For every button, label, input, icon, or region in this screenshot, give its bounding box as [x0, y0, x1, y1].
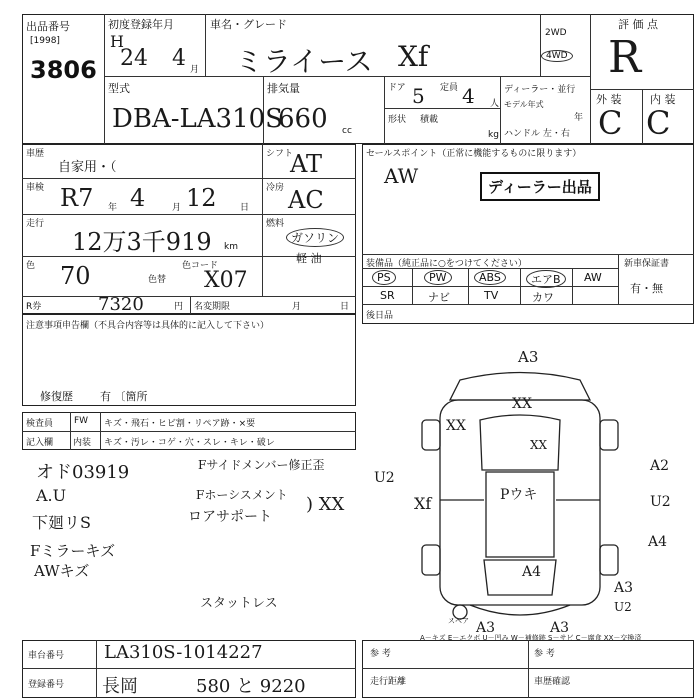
equip-abs: ABS	[474, 270, 506, 285]
mark-right-a2: A2	[650, 458, 670, 474]
note-underbody: 下廻リS	[32, 513, 91, 532]
ext-label: 外 装	[596, 93, 622, 106]
modelyear-unit: 年	[574, 113, 584, 123]
ac-value: AC	[288, 186, 324, 214]
score-value: R	[608, 32, 642, 83]
mark-right-u2: U2	[650, 494, 671, 510]
inspector-line1: キズ・飛石・ヒビ割・リペア跡・×要	[104, 419, 256, 429]
mark-roof-dent: Pウキ	[500, 487, 538, 503]
int-label: 内 装	[650, 93, 676, 106]
damage-legend: A－キズ E－エクボ U－凹み W－補修跡 S－サビ C－腐食 XX－交換済	[420, 634, 642, 642]
int-score: C	[646, 104, 671, 142]
ac-label: 冷房	[266, 183, 285, 193]
disp-unit: cc	[342, 126, 352, 136]
cap-value: 4	[462, 84, 475, 108]
mileage-value: 12万3千919	[72, 228, 212, 256]
fuel-diesel: 軽 油	[296, 252, 322, 265]
equip-sr: SR	[380, 289, 395, 302]
score-label: 評 価 点	[618, 18, 658, 31]
mark-roof-a3: A3	[518, 348, 539, 366]
reg-year: 24	[120, 46, 148, 71]
cap-unit: 人	[490, 99, 500, 109]
note-au: A.U	[36, 486, 67, 505]
recycle-unit: 円	[174, 302, 184, 312]
odo-label-2: 車歴確認	[534, 677, 571, 687]
load-label: 積載	[420, 115, 439, 125]
handle-label: ハンドル 左・右	[504, 129, 570, 139]
note-xx-mark: ) XX	[306, 494, 345, 515]
inspect-year-unit: 年	[108, 203, 118, 213]
modelyear-label: モデル年式	[504, 100, 544, 109]
shape-label: 形状	[388, 115, 407, 125]
mark-bumper-a3-left: A3	[476, 620, 496, 636]
cap-label: 定員	[440, 83, 459, 93]
color-code-label: 色コード	[182, 261, 219, 271]
mileage-label: 走行	[26, 219, 45, 229]
reg-no-place: 長岡	[102, 676, 138, 697]
equip-ps: PS	[372, 270, 396, 285]
fw-label: FW	[74, 416, 89, 426]
inspector-label: 検査員	[26, 419, 54, 429]
type-value: DBA-LA310S	[112, 104, 283, 134]
inspector-line2: キズ・汚レ・コゲ・穴・スレ・キレ・破レ	[104, 438, 275, 448]
note-mirror: Fミラーキズ	[30, 542, 116, 560]
inspect-month-unit: 月	[172, 203, 182, 213]
reg-no-value: 580 と 9220	[196, 676, 306, 697]
equip-navi: ナビ	[428, 291, 450, 304]
note-side-member: Fサイドメンバー修正歪	[198, 458, 325, 472]
equipment-label: 装備品（純正品に○をつけてください）	[366, 259, 527, 269]
mark-hood-xx: XX	[512, 396, 532, 412]
use-value: 自家用・（	[58, 160, 117, 175]
spare-label: スペア	[448, 617, 469, 625]
note-lower-support: ロアサポート	[188, 509, 272, 525]
recycle-label: R券	[26, 302, 42, 312]
warranty-value: 有・無	[630, 282, 663, 295]
equip-pw: PW	[424, 270, 452, 285]
warranty-label: 新車保証書	[624, 259, 670, 269]
inspect-day-unit: 日	[240, 203, 250, 213]
color-label: 色	[26, 261, 36, 271]
shift-label: シフト	[266, 149, 294, 159]
mileage-unit: km	[224, 242, 238, 252]
chassis-value: LA310S-1014227	[104, 642, 263, 663]
notes-label: 注意事項申告欄（不具合内容等は具体的に記入して下さい）	[26, 321, 270, 331]
interior-label: 内装	[73, 438, 92, 448]
disp-value: 660	[278, 104, 328, 134]
load-unit: kg	[488, 130, 499, 140]
equip-leather: カワ	[532, 291, 554, 304]
fuel-gasoline: ガソリン	[286, 228, 344, 247]
dealer-label: ディーラー・並行	[504, 85, 576, 95]
lot-label: 出品番号	[26, 20, 70, 33]
name-limit-day: 日	[340, 302, 350, 312]
type-label: 型式	[108, 82, 130, 95]
drive-2wd: 2WD	[545, 28, 567, 38]
lot-sub: [1998]	[30, 36, 60, 46]
odo-label-1: 走行距離	[370, 677, 407, 687]
chassis-label: 車台番号	[28, 651, 65, 661]
sales-points-label: セールスポイント（正常に機能するものに限ります）	[366, 149, 582, 159]
shift-value: AT	[290, 150, 323, 178]
reg-month-unit: 月	[190, 65, 200, 75]
inspect-day: 12	[186, 184, 217, 212]
repair-value: 有 〔箇所	[100, 390, 148, 403]
note-odo: オド03919	[36, 462, 130, 483]
mark-rear-a4: A4	[522, 564, 542, 580]
model-grade: Xf	[398, 40, 429, 73]
mark-fender-xx: XX	[446, 418, 466, 434]
note-aw: AWキズ	[34, 562, 90, 580]
aftermarket-label: 後日品	[366, 311, 394, 321]
model-label: 車名・グレード	[210, 18, 287, 31]
name-limit-label: 名変期限	[194, 302, 231, 312]
reg-label: 初度登録年月	[108, 18, 174, 31]
doors-value: 5	[412, 84, 425, 108]
mark-left-u2: U2	[374, 470, 395, 486]
inspect-year: R7	[60, 184, 94, 212]
lot-number: 3806	[30, 56, 97, 84]
repair-label: 修復歴	[40, 390, 73, 403]
equip-airbag: エアB	[526, 270, 566, 288]
mark-right-a4: A4	[648, 534, 668, 550]
color-change-label: 色替	[148, 275, 167, 285]
reg-no-label: 登録番号	[28, 680, 65, 690]
recycle-value: 7320	[98, 294, 144, 315]
equip-tv: TV	[484, 289, 499, 302]
mark-rear-right-a3: A3	[614, 580, 634, 596]
mark-rear-right-u2: U2	[614, 600, 632, 614]
name-limit-month: 月	[292, 302, 302, 312]
ext-score: C	[598, 104, 623, 142]
inspect-month: 4	[130, 184, 146, 212]
ref-label-1: 参 考	[370, 649, 391, 659]
reg-month: 4	[172, 46, 186, 71]
sales-points-value: AW	[384, 164, 419, 188]
color-code-value: X07	[204, 268, 248, 293]
dealer-stamp: ディーラー出品	[480, 172, 600, 201]
mark-bumper-a3-right: A3	[550, 620, 570, 636]
reg-era: H	[110, 32, 124, 51]
entry-label: 記入欄	[26, 438, 54, 448]
model-name: ミライース	[235, 45, 373, 78]
doors-label: ドア	[388, 83, 406, 93]
fuel-label: 燃料	[266, 219, 285, 229]
disp-label: 排気量	[267, 82, 300, 95]
equip-aw: AW	[584, 271, 602, 284]
mark-door-xf: Xf	[414, 494, 432, 513]
note-reinforcement: Fホーシスメント	[196, 488, 288, 502]
color-value: 70	[60, 262, 91, 290]
note-studless: スタットレス	[200, 596, 278, 611]
use-label: 車歴	[26, 149, 45, 159]
ref-label-2: 参 考	[534, 649, 555, 659]
mark-windshield-xx: XX	[530, 438, 548, 452]
inspect-label: 車検	[26, 183, 45, 193]
drive-4wd: 4WD	[541, 50, 573, 62]
